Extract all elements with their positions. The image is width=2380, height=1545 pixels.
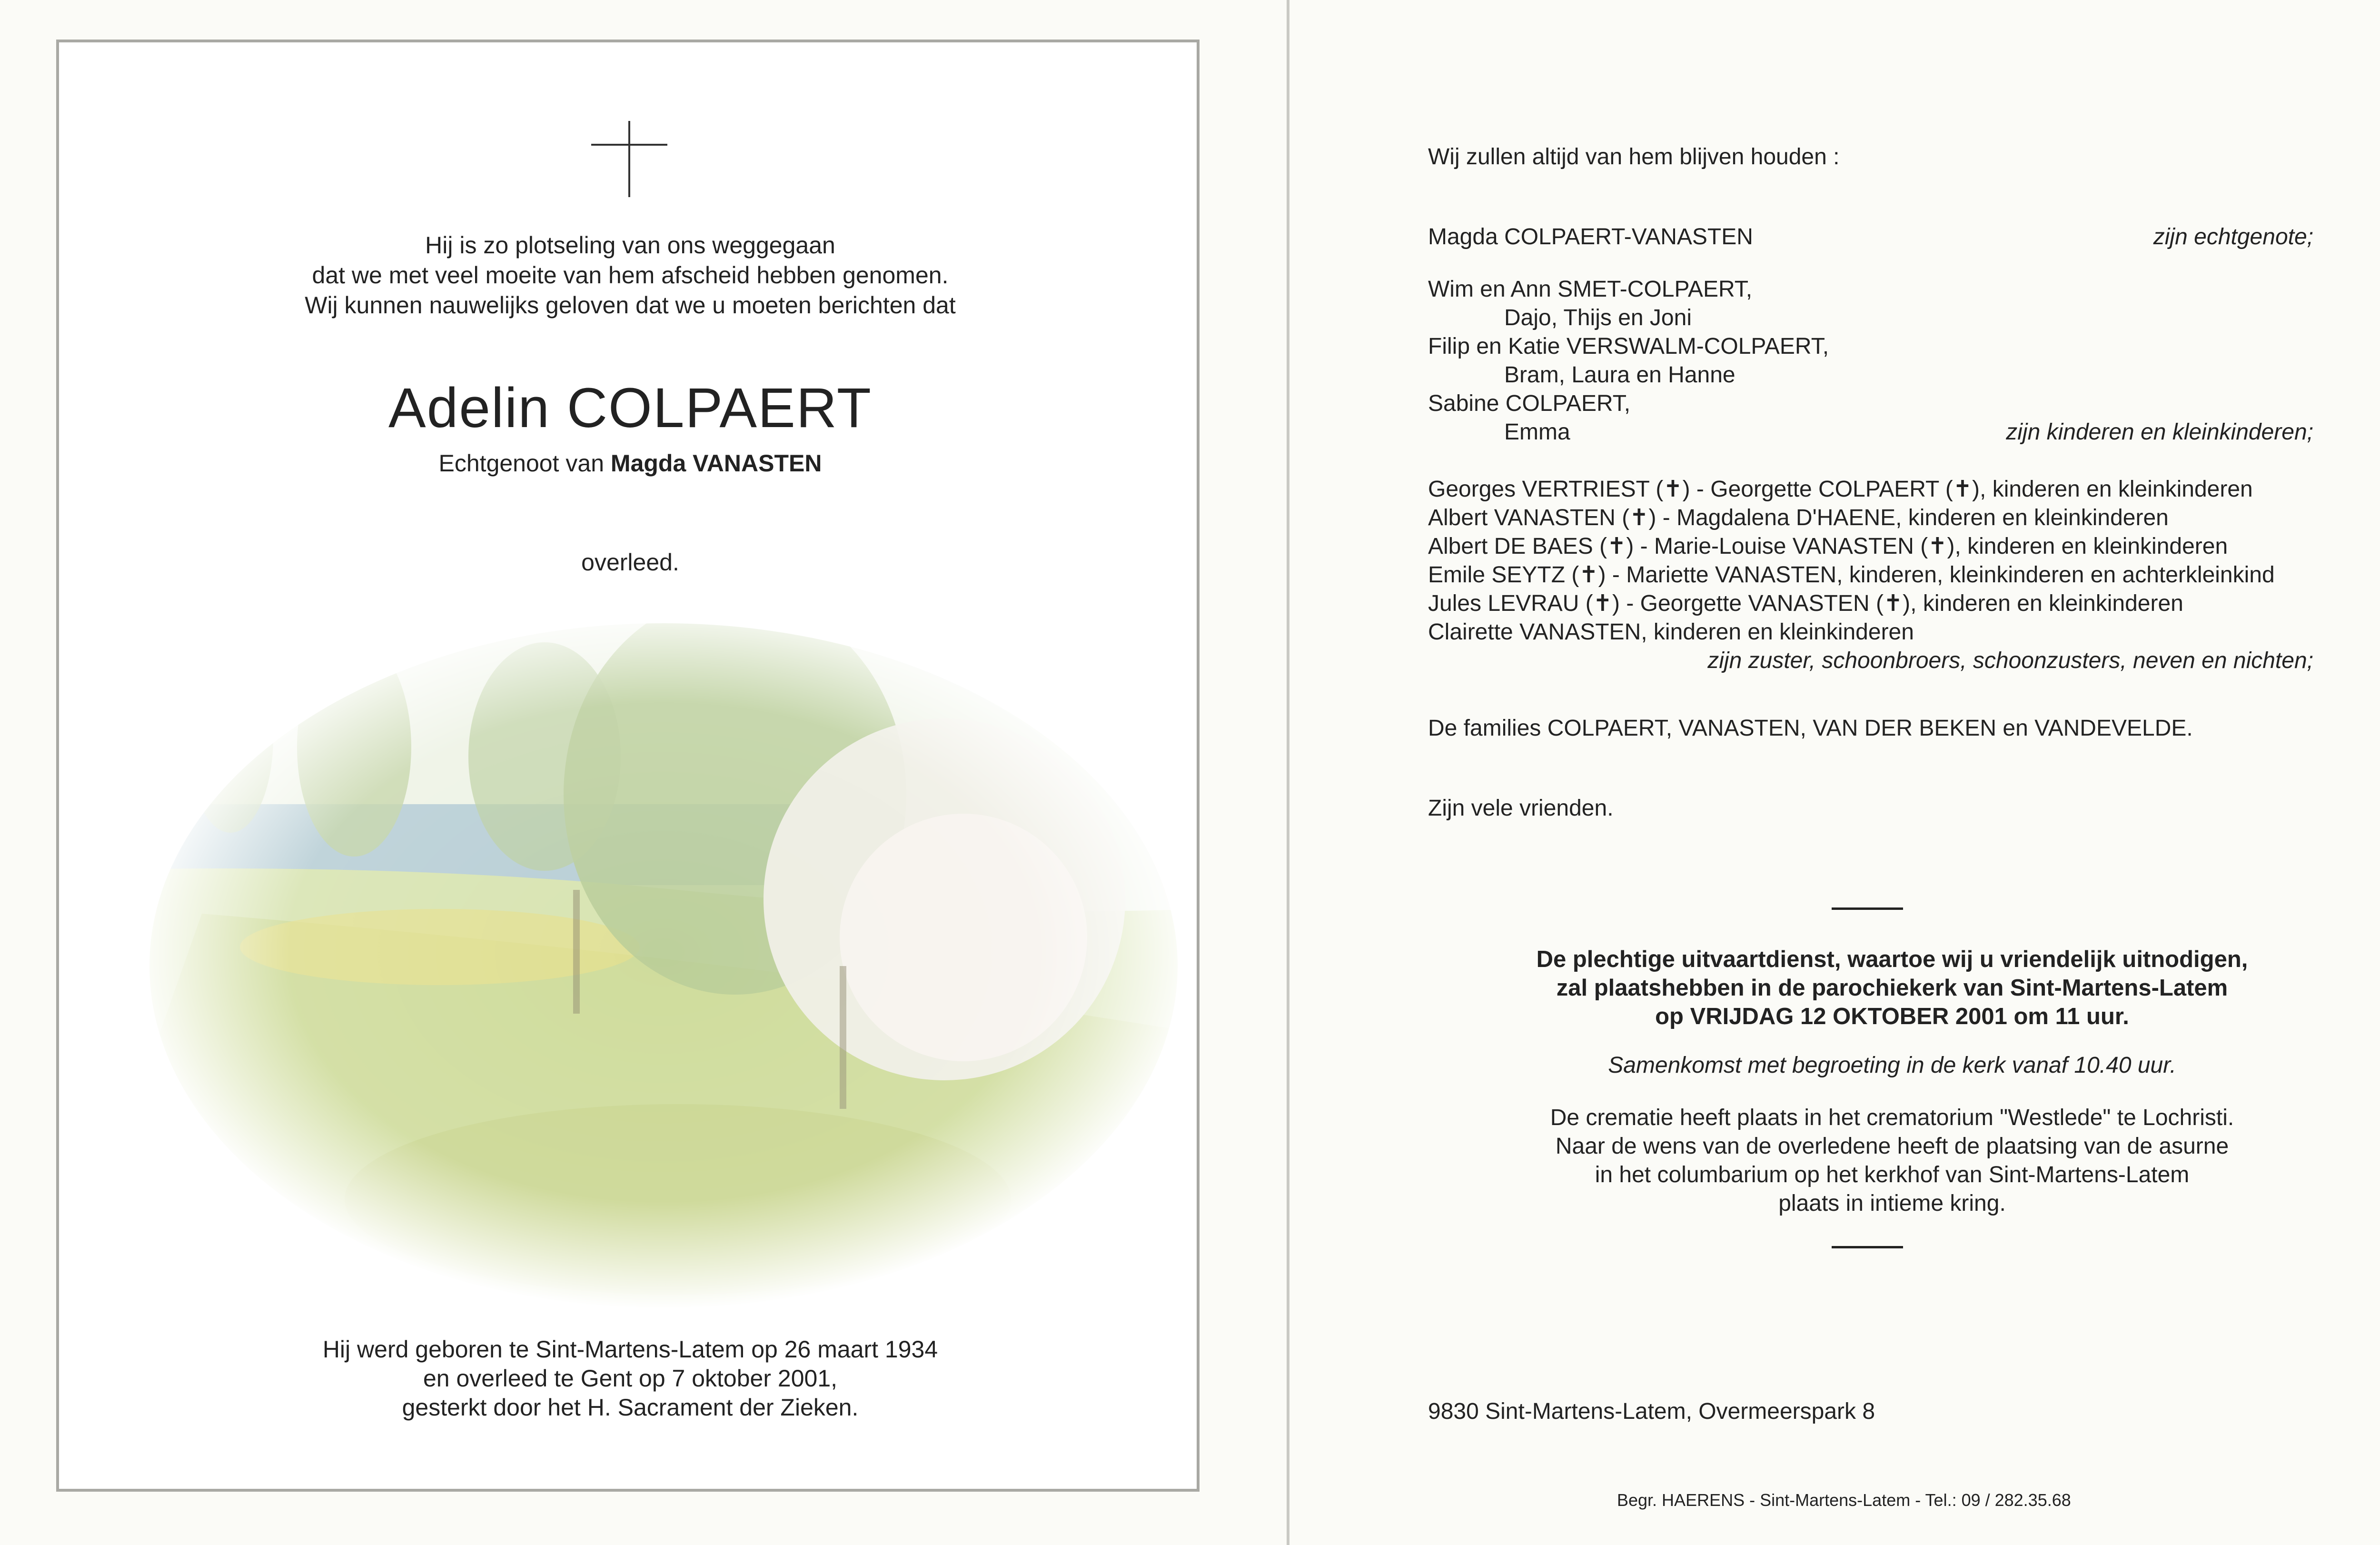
children-line: Sabine COLPAERT, — [1428, 391, 1631, 416]
sibling-line: Clairette VANASTEN, kinderen en kleinkinderen — [1428, 619, 1914, 645]
intro-text — [154, 230, 1106, 320]
cross-icon: ✝ — [1953, 477, 1973, 502]
sibling-line: Georges VERTRIEST (✝) - Georgette COLPAERT (✝), kinderen en kleinkinderen — [1428, 477, 2253, 502]
spouse-entry-name: Magda COLPAERT-VANASTEN — [1428, 224, 1753, 249]
grandchildren-line: Dajo, Thijs en Joni — [1504, 305, 1692, 330]
service-line: zal plaatshebben in de parochiekerk van Sint-Martens-Latem — [1556, 975, 2228, 1001]
children-role: zijn kinderen en kleinkinderen; — [2006, 419, 2313, 445]
siblings-role: zijn zuster, schoonbroers, schoonzusters, neven en nichten; — [1707, 648, 2313, 673]
cremation-line: in het columbarium op het kerkhof van Sint-Martens-Latem — [1595, 1162, 2190, 1187]
intro-line: Hij is zo plotseling van ons weggegaan — [425, 232, 835, 259]
friends-line: Zijn vele vrienden. — [1428, 796, 1614, 821]
divider — [1832, 907, 1903, 910]
service-line: De plechtige uitvaartdienst, waartoe wij u vriendelijk uitnodigen, — [1536, 947, 2248, 972]
sibling-line: Albert VANASTEN (✝) - Magdalena D'HAENE, kinderen en kleinkinderen — [1428, 505, 2169, 530]
memorial-card-front — [56, 40, 1200, 1492]
address-line: 9830 Sint-Martens-Latem, Overmeerspark 8 — [1428, 1399, 1875, 1424]
birth-line: gesterkt door het H. Sacrament der Zieken. — [402, 1394, 859, 1421]
divider — [1832, 1246, 1903, 1248]
spouse-name: Magda VANASTEN — [610, 450, 822, 477]
children-line: Wim en Ann SMET-COLPAERT, — [1428, 277, 1753, 302]
intro-line: dat we met veel moeite van hem afscheid hebben genomen. — [312, 262, 949, 289]
children-line: Filip en Katie VERSWALM-COLPAERT, — [1428, 334, 1829, 359]
cross-icon — [591, 121, 667, 197]
birth-text — [154, 1335, 1106, 1422]
deceased-name: Adelin COLPAERT — [388, 377, 872, 439]
cremation-line: plaats in intieme kring. — [1778, 1191, 2006, 1216]
cross-icon: ✝ — [1629, 505, 1649, 530]
service-line: op VRIJDAG 12 OKTOBER 2001 om 11 uur. — [1655, 1004, 2129, 1029]
cross-icon: ✝ — [1883, 591, 1903, 616]
grandchildren-line: Emma — [1504, 419, 1570, 445]
cremation-line: Naar de wens van de overledene heeft de plaatsing van de asurne — [1555, 1134, 2229, 1159]
spouse-role: zijn echtgenote; — [2153, 224, 2313, 249]
cremation-text — [1404, 1104, 2380, 1218]
birth-line: en overleed te Gent op 7 oktober 2001, — [423, 1365, 838, 1392]
landscape-illustration — [59, 604, 1197, 1318]
cross-icon: ✝ — [1607, 534, 1626, 559]
printer-line: Begr. HAERENS - Sint-Martens-Latem - Tel.: 09 / 282.35.68 — [1617, 1490, 2071, 1510]
gathering-line: Samenkomst met begroeting in de kerk vanaf 10.40 uur. — [1608, 1053, 2176, 1078]
service-text — [1404, 945, 2380, 1031]
spouse-prefix: Echtgenoot van — [438, 450, 605, 477]
cross-icon: ✝ — [1593, 591, 1612, 616]
sibling-line: Emile SEYTZ (✝) - Mariette VANASTEN, kinderen, kleinkinderen en achterkleinkind — [1428, 562, 2275, 588]
opening-line: Wij zullen altijd van hem blijven houden : — [1428, 144, 1840, 169]
grandchildren-row — [1428, 418, 2313, 447]
cremation-line: De crematie heeft plaats in het crematorium "Westlede" te Lochristi. — [1550, 1105, 2234, 1130]
children-block — [1428, 275, 2313, 447]
page-fold — [1287, 0, 1289, 1545]
families-line: De families COLPAERT, VANASTEN, VAN DER BEKEN en VANDEVELDE. — [1428, 716, 2193, 741]
spouse-entry — [1428, 223, 2313, 251]
sibling-line: Jules LEVRAU (✝) - Georgette VANASTEN (✝), kinderen en kleinkinderen — [1428, 591, 2183, 616]
cross-icon: ✝ — [1928, 534, 1947, 559]
grandchildren-line: Bram, Laura en Hanne — [1504, 362, 1735, 388]
died-word: overleed. — [581, 549, 679, 576]
birth-line: Hij werd geboren te Sint-Martens-Latem op 26 maart 1934 — [322, 1336, 938, 1363]
sibling-line: Albert DE BAES (✝) - Marie-Louise VANASTEN (✝), kinderen en kleinkinderen — [1428, 534, 2228, 559]
cross-icon: ✝ — [1579, 562, 1598, 588]
intro-line: Wij kunnen nauwelijks geloven dat we u moeten berichten dat — [305, 292, 956, 319]
siblings-block — [1428, 475, 2313, 675]
cross-icon: ✝ — [1663, 477, 1683, 502]
spouse-line — [154, 449, 1106, 477]
